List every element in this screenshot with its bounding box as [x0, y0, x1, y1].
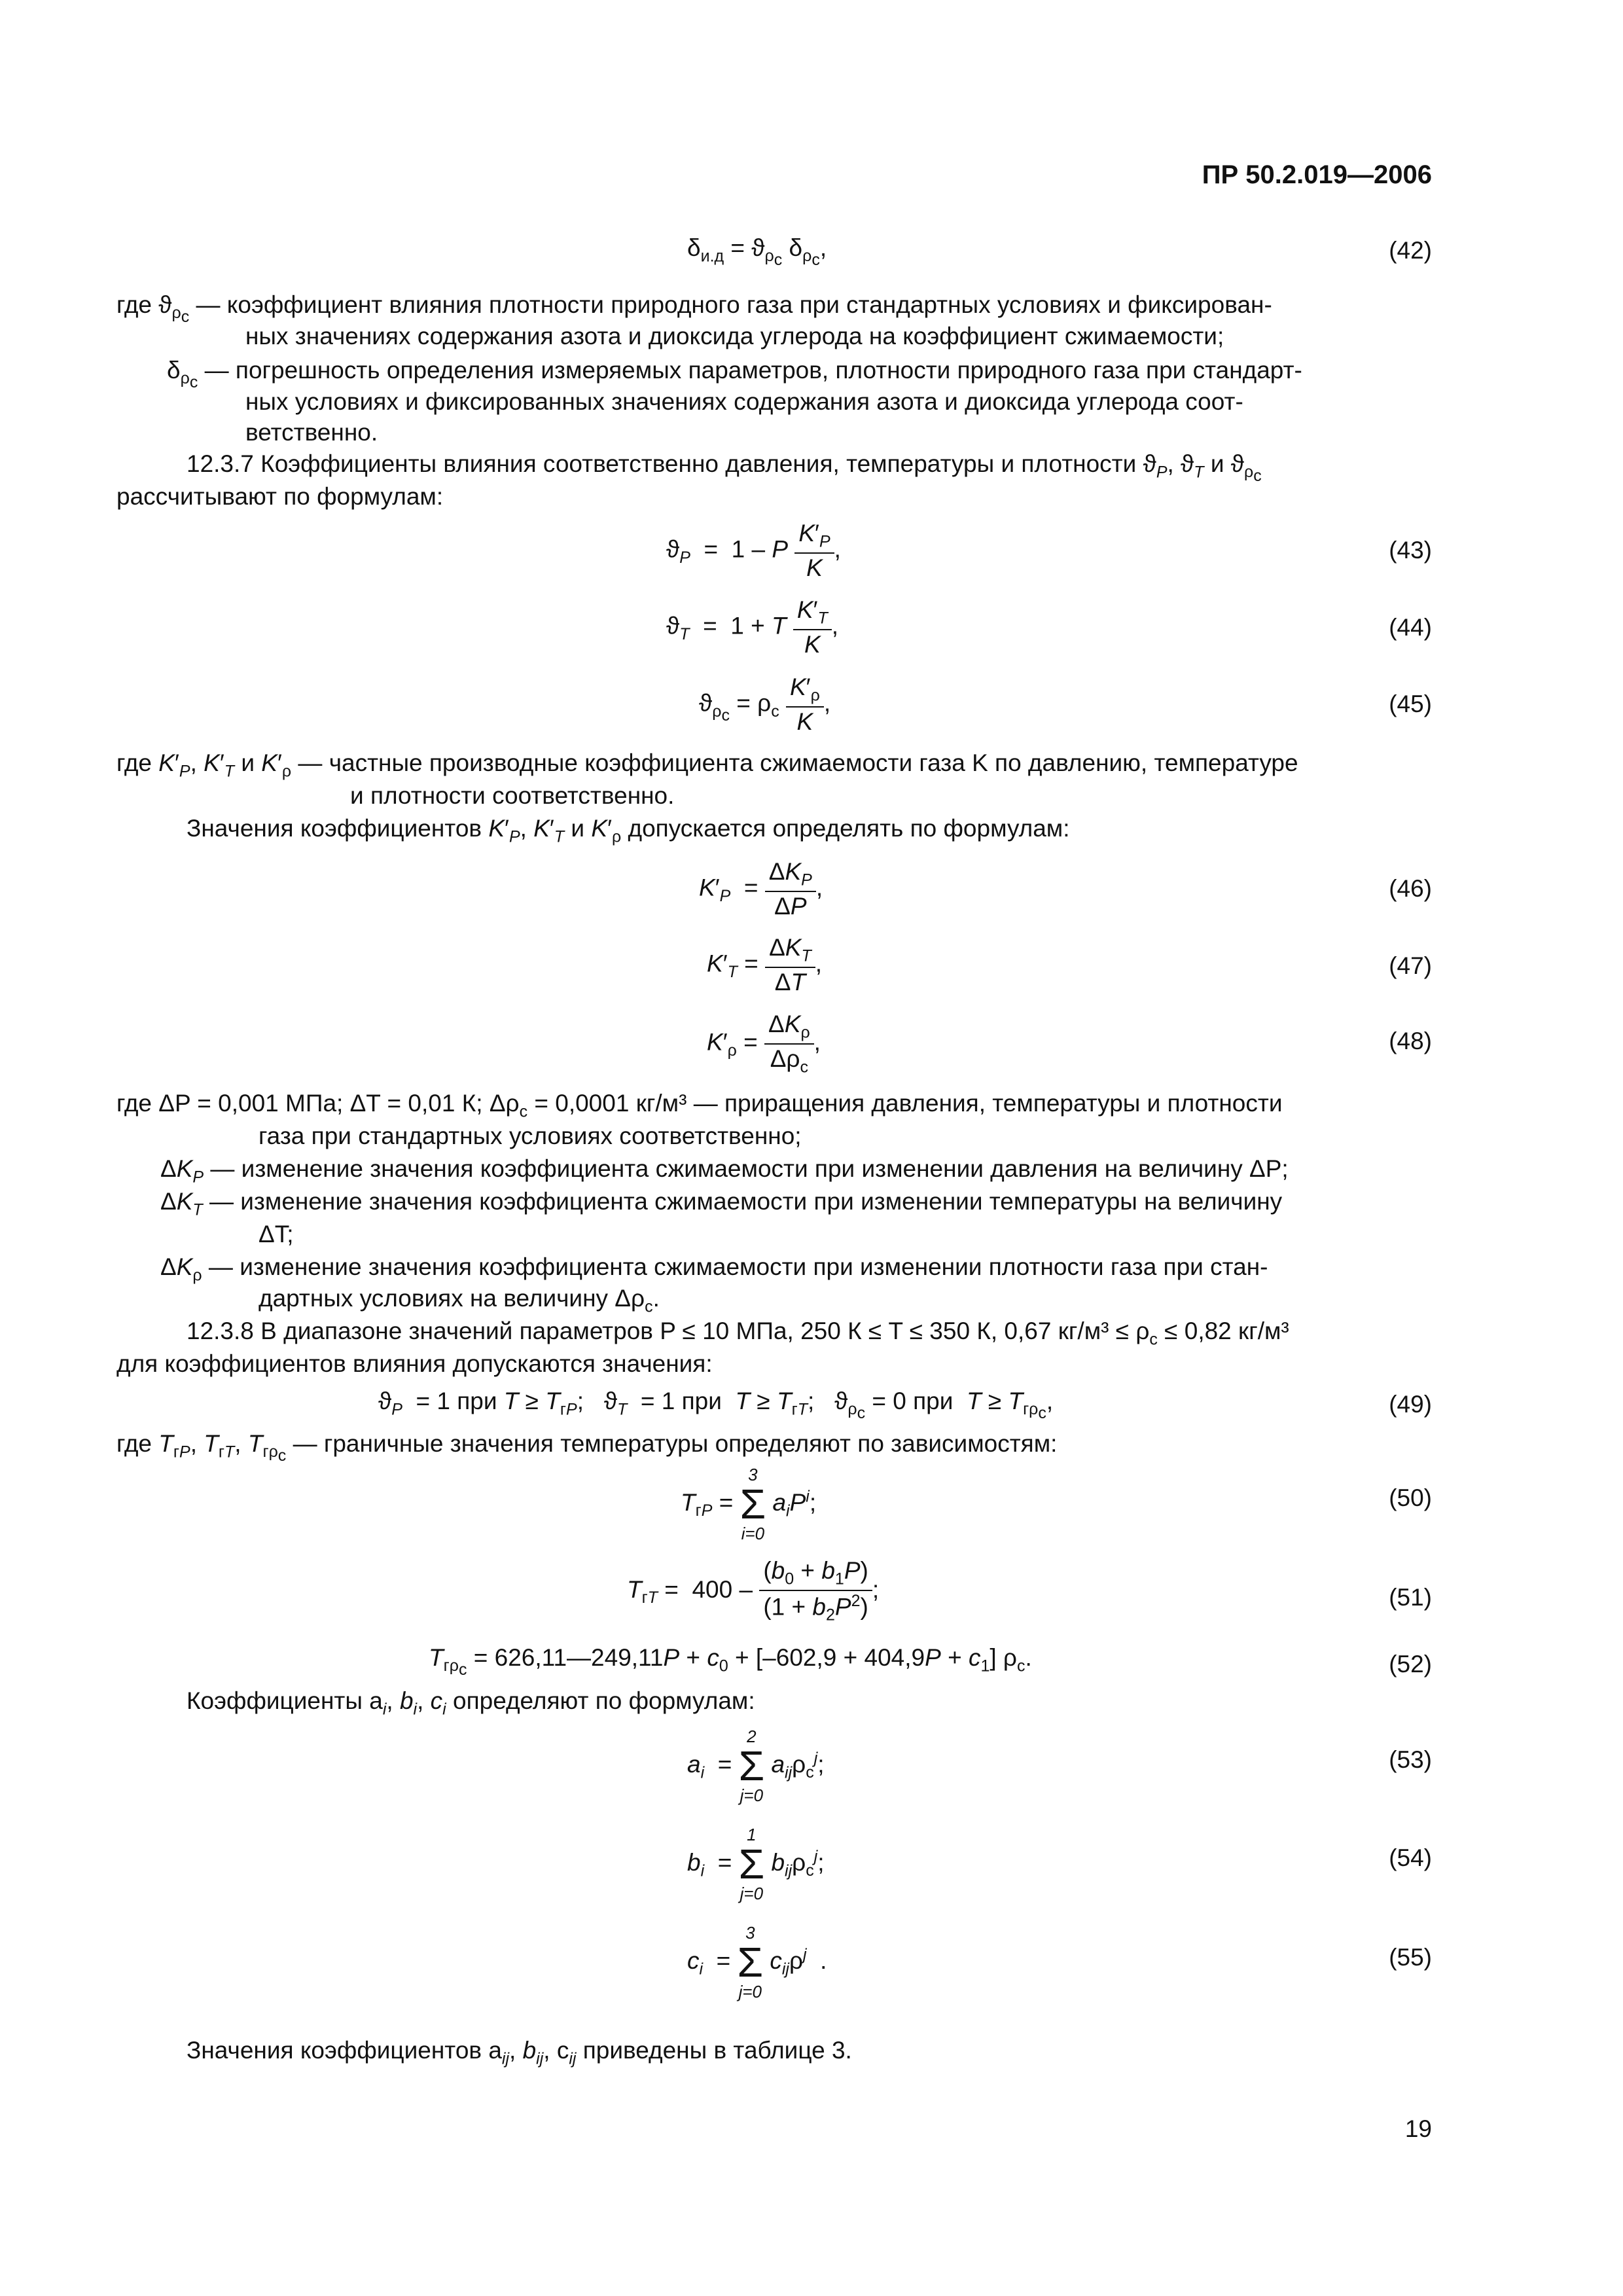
eq-number: (55) [1389, 1944, 1432, 1971]
eq-number: (44) [1389, 614, 1432, 641]
text-line: ветственно. [245, 419, 378, 446]
formula-49: $ϑ_P = 1$ при $T \ge T_{гP}$; $ϑ_T = 1$ при $T \ge T_{гT}$; $ϑ_{\rho_с} = 0$ при $T \ge T_{г\rho_с}$, [378, 1388, 1054, 1423]
page-number: 19 [1404, 2115, 1432, 2142]
eq-number: (53) [1389, 1746, 1432, 1773]
formula-42: $\delta_{и.д} = ϑ_{\rho_с}$ $\delta_{\rho_с}$, [687, 234, 827, 270]
formula-48: $K'_\rho$ = $\frac{\Delta K_\rho}{\Delta\rho_с}$ , [707, 1011, 821, 1077]
text-line: для коэффициентов влияния допускаются значения: [116, 1350, 713, 1377]
formula-50: $T_{гP}$ = 3 Σ i=0 $a_iP^i$; [681, 1465, 817, 1543]
formula-47: $K'_T$ = $\frac{\Delta K_T}{\Delta T}$ , [707, 934, 823, 996]
text-line: ных значениях содержания азота и диоксида углерода на коэффициент сжимаемости; [245, 323, 1224, 350]
text-line: $\delta_{\rho_с}$ — погрешность определения измеряемых параметров, плотности природного газа при стандарт- [167, 357, 1302, 392]
eq-number: (48) [1389, 1028, 1432, 1054]
text-line: где $ϑ_{\rho_с}$ — коэффициент влияния плотности природного газа при стандартных условиях и фиксирован- [116, 291, 1272, 327]
text-line: ΔT; [259, 1221, 294, 1247]
formula-52: $T_{г\rho_с}$ = 626,11—249,11P + $c_0 + [-602,9 + 404,9P + c_1]$ $\rho_с$. [429, 1644, 1032, 1679]
text-line: где ΔP = 0,001 МПа; ΔT = 0,01 К; $\Delta\rho_с = 0,0001$ кг/м³ — приращения давления, температуры и плотности [116, 1090, 1283, 1121]
eq-number: (52) [1389, 1651, 1432, 1677]
text-line: $\Delta K_P$ — изменение значения коэффициента сжимаемости при изменении давления на величину ΔP; [160, 1155, 1289, 1187]
formula-51: $T_{гT} = 400$ – $\frac{(b_0 + b_1P)}{(1 + b_2P^2)}$ ; [627, 1557, 880, 1624]
eq-number: (42) [1389, 237, 1432, 264]
text-line: где $T_{гP}$, $T_{гT}$, $T_{г\rho_с}$ — граничные значения температуры определяют по зависимостям: [116, 1430, 1058, 1465]
eq-number: (54) [1389, 1844, 1432, 1871]
document-code: ПР 50.2.019—2006 [1202, 160, 1432, 189]
text-line: $\Delta K_\rho$ — изменение значения коэффициента сжимаемости при изменении плотности газа при стан- [160, 1253, 1268, 1285]
text-line: Коэффициенты $a_i$, $b_i$, $c_i$ определяют по формулам: [187, 1687, 755, 1719]
formula-44: $ϑ_T = 1 + T$ $\frac{K'_T}{K}$ , [666, 596, 839, 658]
formula-55: $c_i$ = 3 Σ j=0 $c_{ij}\rho^j$ . [687, 1923, 827, 2001]
text-line: 12.3.7 Коэффициенты влияния соответственно давления, температуры и плотности $ϑ_P$, $ϑ_T$ и $ϑ_{\rho_с}$ [187, 450, 1262, 486]
eq-number: (43) [1389, 537, 1432, 564]
formula-43: $ϑ_P = 1 - P$ $\frac{K'_P}{K}$ , [666, 520, 841, 581]
text-line: и плотности соответственно. [350, 782, 675, 809]
eq-number: (46) [1389, 875, 1432, 902]
eq-number: (49) [1389, 1391, 1432, 1418]
formula-45: $ϑ_{\rho_с} = \rho_с$ $\frac{K'_\rho}{K}$ , [699, 673, 831, 735]
text-line: ных условиях и фиксированных значениях содержания азота и диоксида углерода соот- [245, 388, 1243, 415]
formula-46: $K'_P$ = $\frac{\Delta K_P}{\Delta P}$ , [699, 858, 823, 920]
formula-54: $b_i$ = 1 Σ j=0 $b_{ij}\rho_с^j$; [687, 1825, 825, 1903]
text-line: 12.3.8 В диапазоне значений параметров P ≤ 10 МПа, 250 К ≤ T ≤ 350 К, 0,67 $кг/м^3 \le \rho_с \le 0,82$ кг/м³ [187, 1318, 1289, 1349]
text-line: рассчитывают по формулам: [116, 483, 444, 510]
formula-53: $a_i$ = 2 Σ j=0 $a_{ij}\rho_с^j$; [687, 1727, 825, 1805]
eq-number: (47) [1389, 952, 1432, 979]
text-line: Значения коэффициентов $K'_P$, $K'_T$ и $K'_\rho$ допускается определять по формулам: [187, 815, 1070, 846]
text-line: газа при стандартных условиях соответственно; [259, 1122, 802, 1149]
eq-number: (50) [1389, 1484, 1432, 1511]
text-line: $\Delta K_T$ — изменение значения коэффициента сжимаемости при изменении температуры на величину [160, 1188, 1283, 1219]
eq-number: (51) [1389, 1584, 1432, 1611]
text-line: где $K'_P$, $K'_T$ и $K'_\rho$ — частные производные коэффициента сжимаемости газа K по давлению, температуре [116, 749, 1298, 781]
eq-number: (45) [1389, 691, 1432, 717]
text-line: Значения коэффициентов $a_{ij}$, $b_{ij}$, $c_{ij}$ приведены в таблице 3. [187, 2037, 852, 2068]
text-line: дартных условиях на величину $\Delta\rho_с$. [259, 1285, 660, 1316]
